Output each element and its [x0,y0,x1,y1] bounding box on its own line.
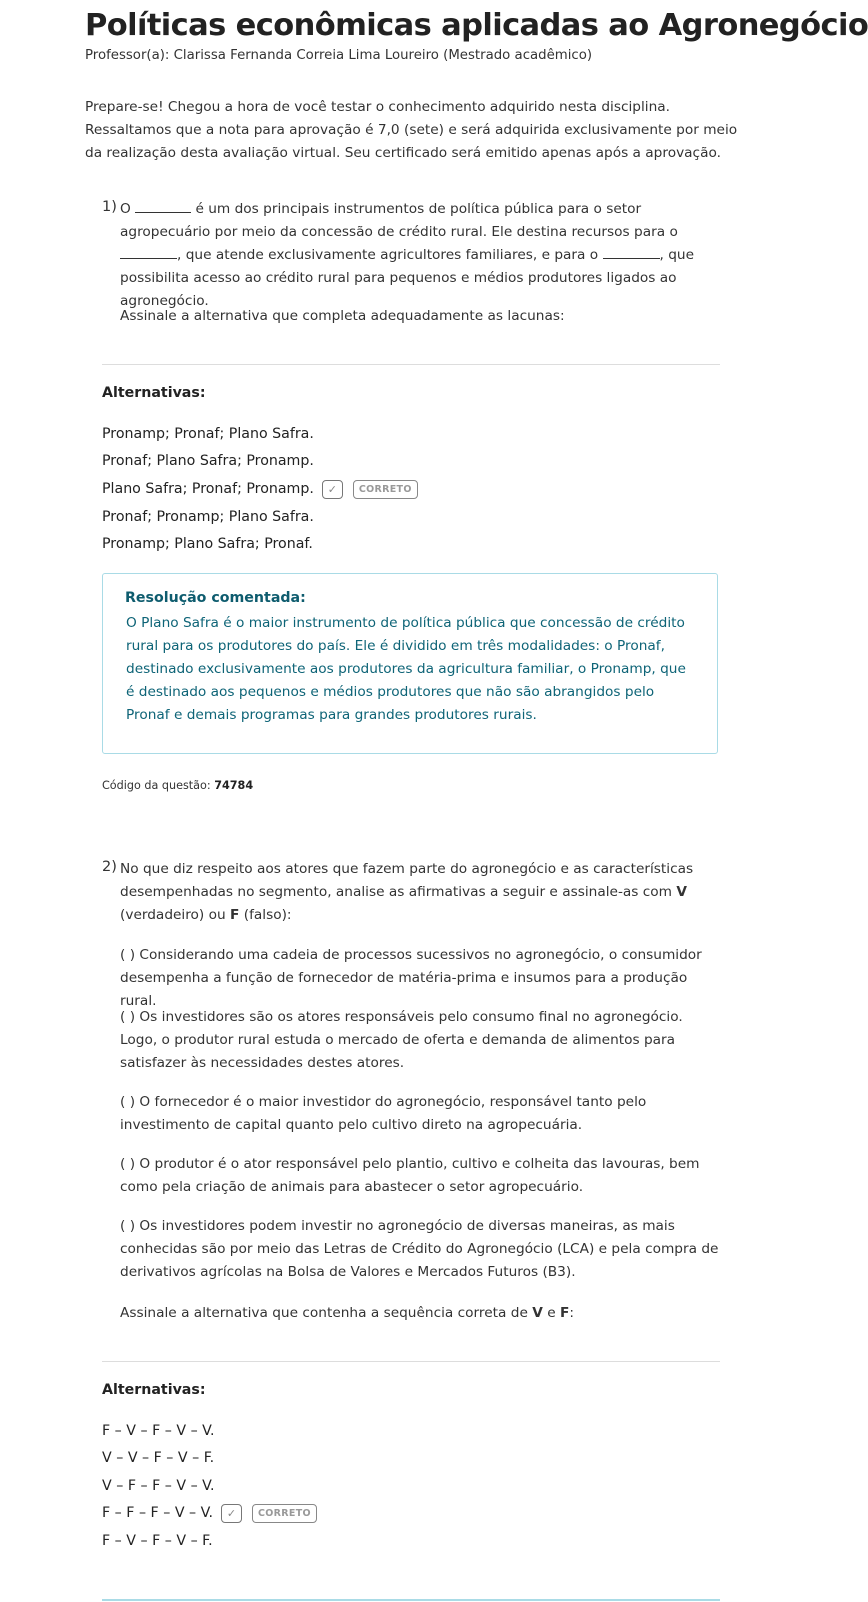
blank-2 [120,258,177,259]
question-2-prompt: Assinale a alternativa que contenha a sequência correta de V e F: [120,1305,574,1321]
intro-text: Prepare-se! Chegou a hora de você testar o conhecimento adquirido nesta disciplina. Ressaltamos que a nota para aprovação é 7,0 (sete) e será adquirida exclusivamente por meio da realização desta avaliação virtual. Seu certificado será emitido apenas após a aprovação. [85,99,738,161]
q1-alternative-c[interactable]: Plano Safra; Pronaf; Pronamp. ✓ CORRETO [102,478,418,500]
question-2-text: No que diz respeito aos atores que fazem parte do agronegócio e as características desempenhadas no segmento, analise as afirmativas a seguir e assinale-as com V (verdadeiro) ou F (falso): [120,861,694,923]
resolution-title: Resolução comentada: [125,590,306,606]
check-icon: ✓ [322,480,343,499]
blank-1 [135,212,191,213]
q2-alternative-a[interactable]: F – V – F – V – V. [102,1423,215,1439]
resolution-box [102,573,718,754]
professor-name: Professor(a): Clarissa Fernanda Correia Lima Loureiro (Mestrado acadêmico) [85,48,593,63]
q2-alternative-c[interactable]: V – F – F – V – V. [102,1478,215,1494]
resolution-box-top-edge [102,1599,720,1601]
q1-alternative-b[interactable]: Pronaf; Plano Safra; Pronamp. [102,453,314,469]
question-1-text: O é um dos principais instrumentos de política pública para o setor agropecuário por meio da concessão de crédito rural. Ele destina recursos para o , que atende exclusivamente agricultores familiares, e para o , que possibilita acesso ao crédito rural para pequenos e médios produtores ligados ao agronegócio. [120,201,695,309]
divider [102,364,720,365]
correct-badge: CORRETO [353,480,418,499]
statement-1: ( ) Considerando uma cadeia de processos sucessivos no agronegócio, o consumidor desempenha a função de fornecedor de matéria-prima e insumos para a produção rural. [120,947,702,1009]
alternatives-title: Alternativas: [102,385,206,401]
alternatives-title: Alternativas: [102,1382,206,1398]
q2-alternative-e[interactable]: F – V – F – V – F. [102,1533,213,1549]
question-1-number: 1) [102,199,117,215]
q1-alternative-d[interactable]: Pronaf; Pronamp; Plano Safra. [102,509,314,525]
q1-alternative-e[interactable]: Pronamp; Plano Safra; Pronaf. [102,536,313,552]
statement-3: ( ) O fornecedor é o maior investidor do agronegócio, responsável tanto pelo investimento de capital quanto pelo cultivo direto na agropecuária. [120,1094,647,1133]
q1-alternative-a[interactable]: Pronamp; Pronaf; Plano Safra. [102,426,314,442]
question-code: Código da questão: 74784 [102,779,254,792]
blank-3 [603,258,660,259]
page-title: Políticas econômicas aplicadas ao Agronegócio [85,8,868,43]
statement-2: ( ) Os investidores são os atores responsáveis pelo consumo final no agronegócio. Logo, o produtor rural estuda o mercado de oferta e demanda de alimentos para satisfazer às necessidades destes atores. [120,1009,683,1071]
check-icon: ✓ [221,1504,242,1523]
divider [102,1361,720,1362]
correct-badge: CORRETO [252,1504,317,1523]
statement-5: ( ) Os investidores podem investir no agronegócio de diversas maneiras, as mais conhecidas são por meio das Letras de Crédito do Agronegócio (LCA) e pela compra de derivativos agrícolas na Bolsa de Valores e Mercados Futuros (B3). [120,1218,719,1280]
q2-alternative-b[interactable]: V – V – F – V – F. [102,1450,215,1466]
question-2-number: 2) [102,859,117,875]
statement-4: ( ) O produtor é o ator responsável pelo plantio, cultivo e colheita das lavouras, bem como pela criação de animais para abastecer o setor agropecuário. [120,1156,700,1195]
question-1-prompt: Assinale a alternativa que completa adequadamente as lacunas: [120,308,565,324]
question-code-value: 74784 [214,779,254,792]
resolution-text: O Plano Safra é o maior instrumento de política pública que concessão de crédito rural para os produtores do país. Ele é dividido em três modalidades: o Pronaf, destinado exclusivamente aos produtores da agricultura familiar, o Pronamp, que é destinado aos pequenos e médios produtores que não são abrangidos pelo Pronaf e demais programas para grandes produtores rurais. [126,615,686,723]
q2-alternative-d[interactable]: F – F – F – V – V. ✓ CORRETO [102,1502,317,1524]
